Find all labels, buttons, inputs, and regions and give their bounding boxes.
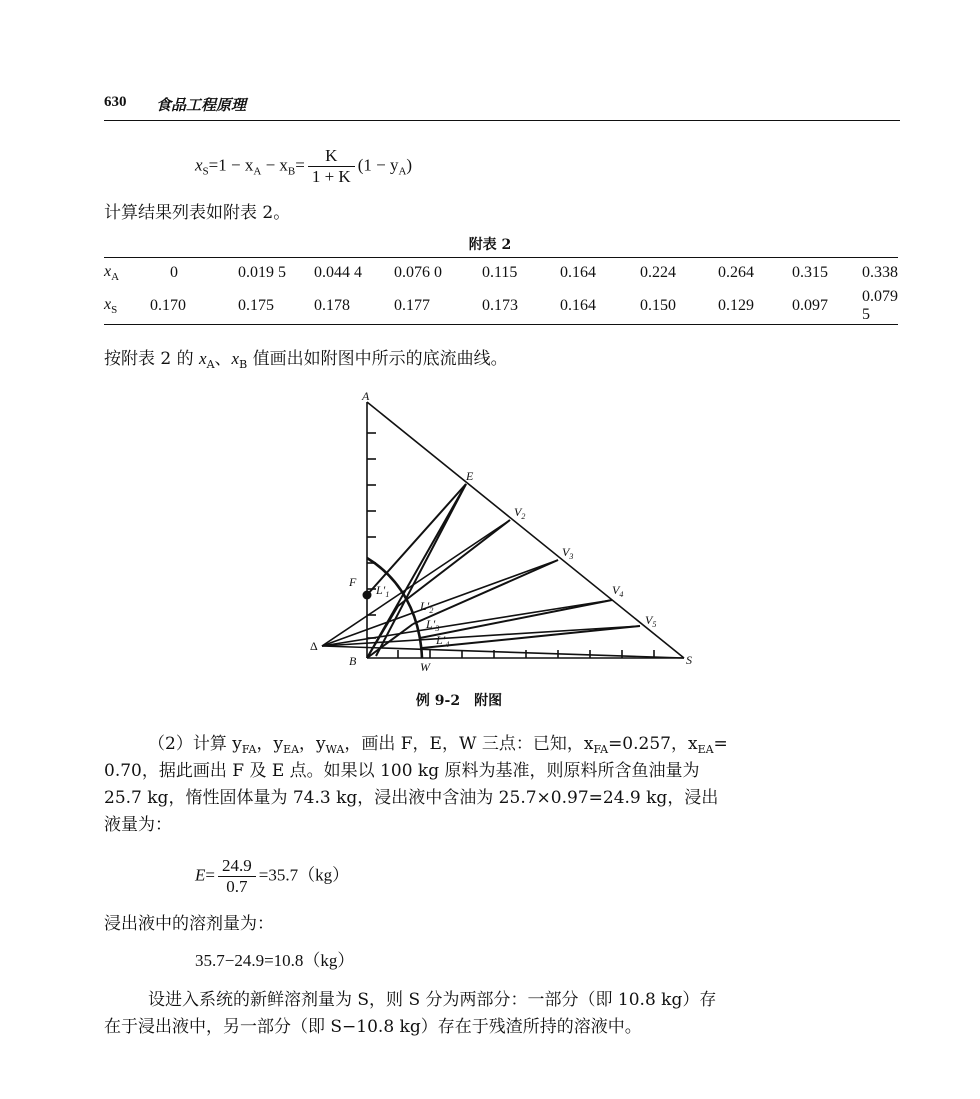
table-cell: 0.150 [640,288,718,325]
data-table [104,257,898,325]
para3-line2: 在于浸出液中，另一部分（即 S−10.8 kg）存在于残渣所持的溶液中。 [104,1017,642,1037]
label-B: B [349,654,357,668]
label-F: F [349,575,357,589]
table-cell: 0.115 [482,258,560,289]
table-cell: 0.173 [482,288,560,325]
label-V3: $V_3$ [562,545,574,561]
table-cell: 0.224 [640,258,718,289]
label-L2: $L'_2$ [420,599,434,615]
intro-line: 计算结果列表如附表 2。 [104,203,291,223]
table-cell: 0.338 [862,258,898,289]
table-cell: 0.175 [238,288,314,325]
table-cell: 0.178 [314,288,394,325]
label-V5: $V_5$ [645,613,657,629]
solvent-line: 浸出液中的溶剂量为： [104,914,274,934]
formula-solvent: 35.7−24.9=10.8（kg） [195,951,355,970]
table-cell: 0.076 0 [394,258,482,289]
figure-caption: 例 9-2 附图 [415,693,503,709]
label-delta: Δ [310,639,318,653]
label-W: W [420,660,430,674]
table-cell: 0.044 4 [314,258,394,289]
header-rule [104,120,900,121]
table-cell: 0.170 [148,288,238,325]
table-cell: 0.019 5 [238,258,314,289]
para2-line2: 0.70，据此画出 F 及 E 点。如果以 100 kg 原料为基准，则原料所含鱼油量为 [104,761,700,781]
row-label: $x_A$ [104,258,148,289]
label-L4: $L'_4$ [436,633,450,649]
table-cell: 0.097 [792,288,862,325]
label-L1: $L'_1$ [376,583,390,599]
table-cell: 0.079 5 [862,288,898,323]
page-number: 630 [104,94,127,110]
table-cell: 0.164 [560,258,640,289]
label-V2: $V_2$ [514,505,526,521]
label-L3: $L'_3$ [426,617,440,633]
table-row [104,288,898,325]
para2-line3: 25.7 kg，惰性固体量为 74.3 kg，浸出液中含油为 25.7×0.97=24.9 kg，浸出 [104,788,719,808]
table-cell: 0 [148,258,238,289]
para2-line1: （2）计算 $y_{FA}$，$y_{EA}$，$y_{WA}$，画出 F，E，W 三点：已知，$x_{FA}=0.257$，$x_{EA}=$ [148,734,728,756]
table-cell: 0.177 [394,288,482,325]
para3-line1: 设进入系统的新鲜溶剂量为 S，则 S 分为两部分：一部分（即 10.8 kg）存 [148,990,717,1010]
formula-E: E= $\frac{24.9}{0.7}$ =35.7（kg） [195,856,350,896]
label-S: S [686,653,692,667]
table-cell: 0.264 [718,258,792,289]
table-cell: 0.164 [560,288,640,325]
para2-line4: 液量为： [104,815,172,835]
label-V4: $V_4$ [612,583,624,599]
label-A: A [362,389,370,403]
table-row [104,258,898,289]
formula-xs: $x_S=1 - x_A - x_B=$ $\frac{K}{1 + K}$ $(1 - y_A)$ [195,146,413,186]
table-cell: 0.315 [792,258,862,289]
running-title: 食品工程原理 [156,96,247,114]
point-F [363,591,372,600]
ternary-diagram [0,388,980,688]
table-caption: 附表 2 [468,237,512,253]
plot-instruction: 按附表 2 的 $x_A$、$x_B$ 值画出如附图中所示的底流曲线。 [104,349,508,371]
row-label: $x_S$ [104,288,148,325]
label-E: E [466,469,474,483]
table-cell: 0.129 [718,288,792,325]
